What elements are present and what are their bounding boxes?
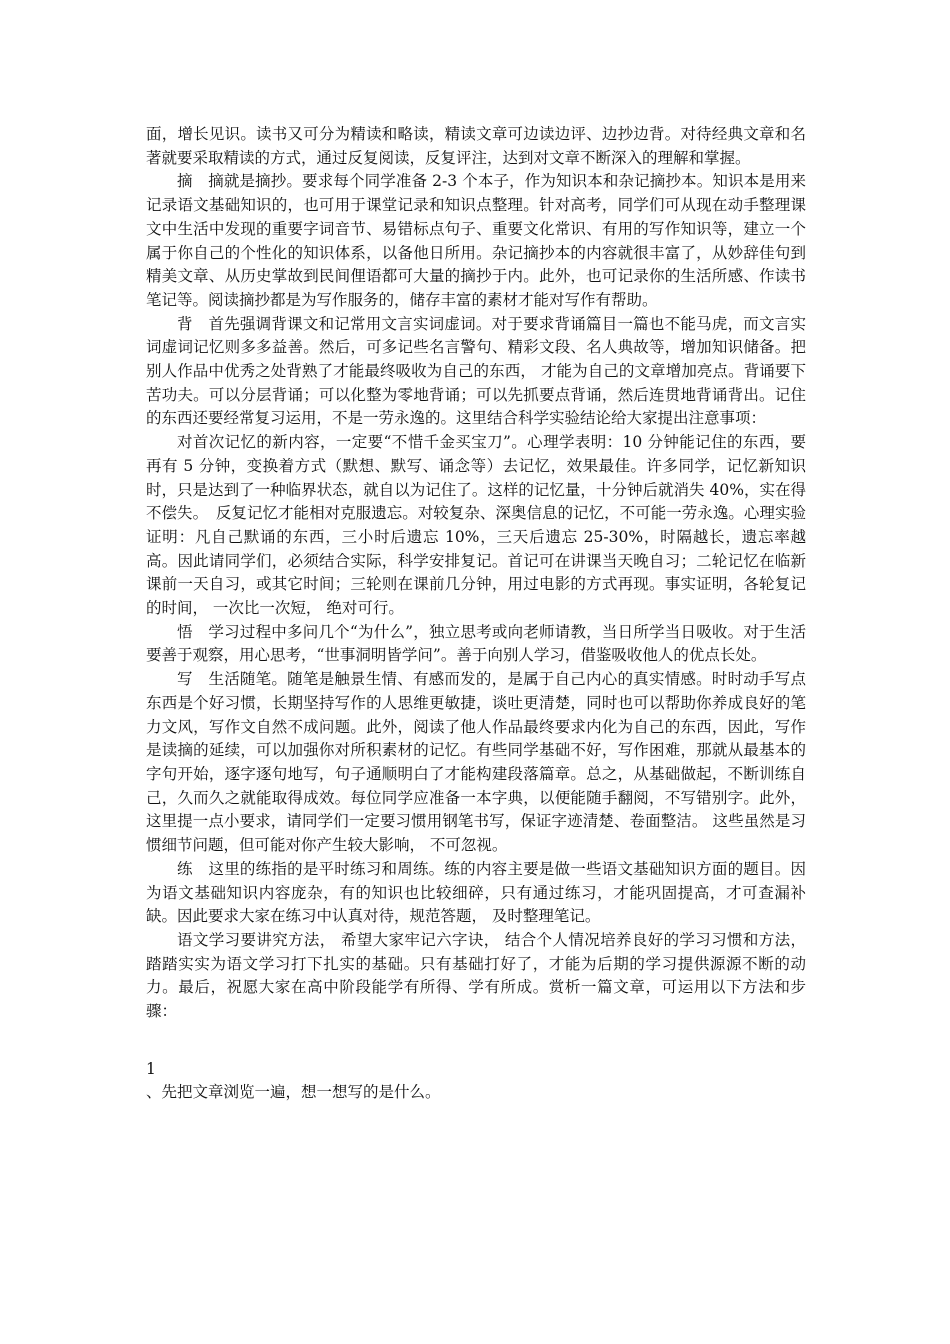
paragraph-understand: 悟 学习过程中多问几个“为什么”，独立思考或向老师请教，当日所学当日吸收。对于生活要善于观察，用心思考，“世事洞明皆学问”。善于向别人学习，借鉴吸收他人的优点长处。 <box>146 622 806 665</box>
paragraph-recite: 背 首先强调背课文和记常用文言实词虚词。对于要求背诵篇目一篇也不能马虎，而文言实词虚词记忆则多多益善。然后，可多记些名言警句、精彩文段、名人典故等，增加知识储备。把别人作品中优秀之处背熟了才能最终吸收为自己的东西， 才能为自己的文章增加亮点。背诵要下苦功夫。可以分层背诵；可以化整为零地背诵；可以先抓要点背诵，然后连贯地背诵背出。记住的东西还要经常复习运用，不是一劳永逸的。这里结合科学实验结论给大家提出注意事项： <box>146 314 806 428</box>
paragraph-reading-continued: 面，增长见识。读书又可分为精读和略读，精读文章可边读边评、边抄边背。对待经典文章和名著就要采取精读的方式，通过反复阅读，反复评注，达到对文章不断深入的理解和掌握。 <box>146 125 806 167</box>
paragraph-excerpt: 摘 摘就是摘抄。要求每个同学准备 2-3 个本子，作为知识本和杂记摘抄本。知识本是用来记录语文基础知识的，也可用于课堂记录和知识点整理。针对高考，同学们可从现在动手整理课文中生活中发现的重要字词音节、易错标点句子、重要文化常识、有用的写作知识等，建立一个属于你自己的个性化的知识体系，以备他日所用。杂记摘抄本的内容就很丰富了，从妙辞佳句到精美文章、从历史掌故到民间俚语都可大量的摘抄于内。此外，也可记录你的生活所感、作读书笔记等。阅读摘抄都是为写作服务的，储存丰富的素材才能对写作有帮助。 <box>146 172 806 309</box>
paragraph-conclusion: 语文学习要讲究方法， 希望大家牢记六字诀， 结合个人情况培养良好的学习习惯和方法，踏踏实实为语文学习打下扎实的基础。只有基础打好了，才能为后期的学习提供源源不断的动力。最后，祝愿大家在高中阶段能学有所得、学有所成。赏析一篇文章，可运用以下方法和步骤： <box>146 930 806 1021</box>
paragraph-memory-notes: 对首次记忆的新内容，一定要“不惜千金买宝刀”。心理学表明：10 分钟能记住的东西，要再有 5 分钟，变换着方式（默想、默写、诵念等）去记忆，效果最佳。许多同学，记忆新知识时，只是达到了一种临界状态，就自以为记住了。这样的记忆量，十分钟后就消失 40%，实在得不偿失。 反复记忆才能相对克服遗忘。对较复杂、深奥信息的记忆，不可能一劳永逸。心理实验证明：凡自己默诵的东西，三小时后遗忘 10%，三天后遗忘 25-30%，时隔越长，遗忘率越高。因此请同学们，必须结合实际，科学安排复记。首记可在讲课当天晚自习；二轮记忆在临新课前一天自习，或其它时间；三轮则在课前几分钟，用过电影的方式再现。事实证明，各轮复记的时间， 一次比一次短， 绝对可行。 <box>146 433 806 618</box>
paragraph-write: 写 生活随笔。随笔是触景生情、有感而发的，是属于自己内心的真实情感。时时动手写点东西是个好习惯，长期坚持写作的人思维更敏捷，谈吐更清楚，同时也可以帮助你养成良好的笔力文风，写作文自然不成问题。此外，阅读了他人作品最终要求内化为自己的东西，因此，写作是读摘的延续，可以加强你对所积素材的记忆。有些同学基础不好，写作困难，那就从最基本的字句开始，逐字逐句地写，句子通顺明白了才能构建段落篇章。总之，从基础做起，不断训练自己，久而久之就能取得成效。每位同学应准备一本字典，以便能随手翻阅，不写错别字。此外，这里提一点小要求，请同学们一定要习惯用钢笔书写，保证字迹清楚、卷面整洁。 这些虽然是习惯细节问题，但可能对你产生较大影响， 不可忽视。 <box>146 670 806 855</box>
step-text: 、先把文章浏览一遍，想一想写的是什么。 <box>146 1083 441 1102</box>
step-number: 1 <box>146 1059 156 1078</box>
numbered-step <box>146 1058 806 1105</box>
paragraph-practice: 练 这里的练指的是平时练习和周练。练的内容主要是做一些语文基础知识方面的题目。因为语文基础知识内容庞杂，有的知识也比较细碎，只有通过练习，才能巩固提高，才可查漏补缺。因此要求大家在练习中认真对待，规范答题， 及时整理笔记。 <box>146 859 806 926</box>
document-page <box>146 123 806 1105</box>
